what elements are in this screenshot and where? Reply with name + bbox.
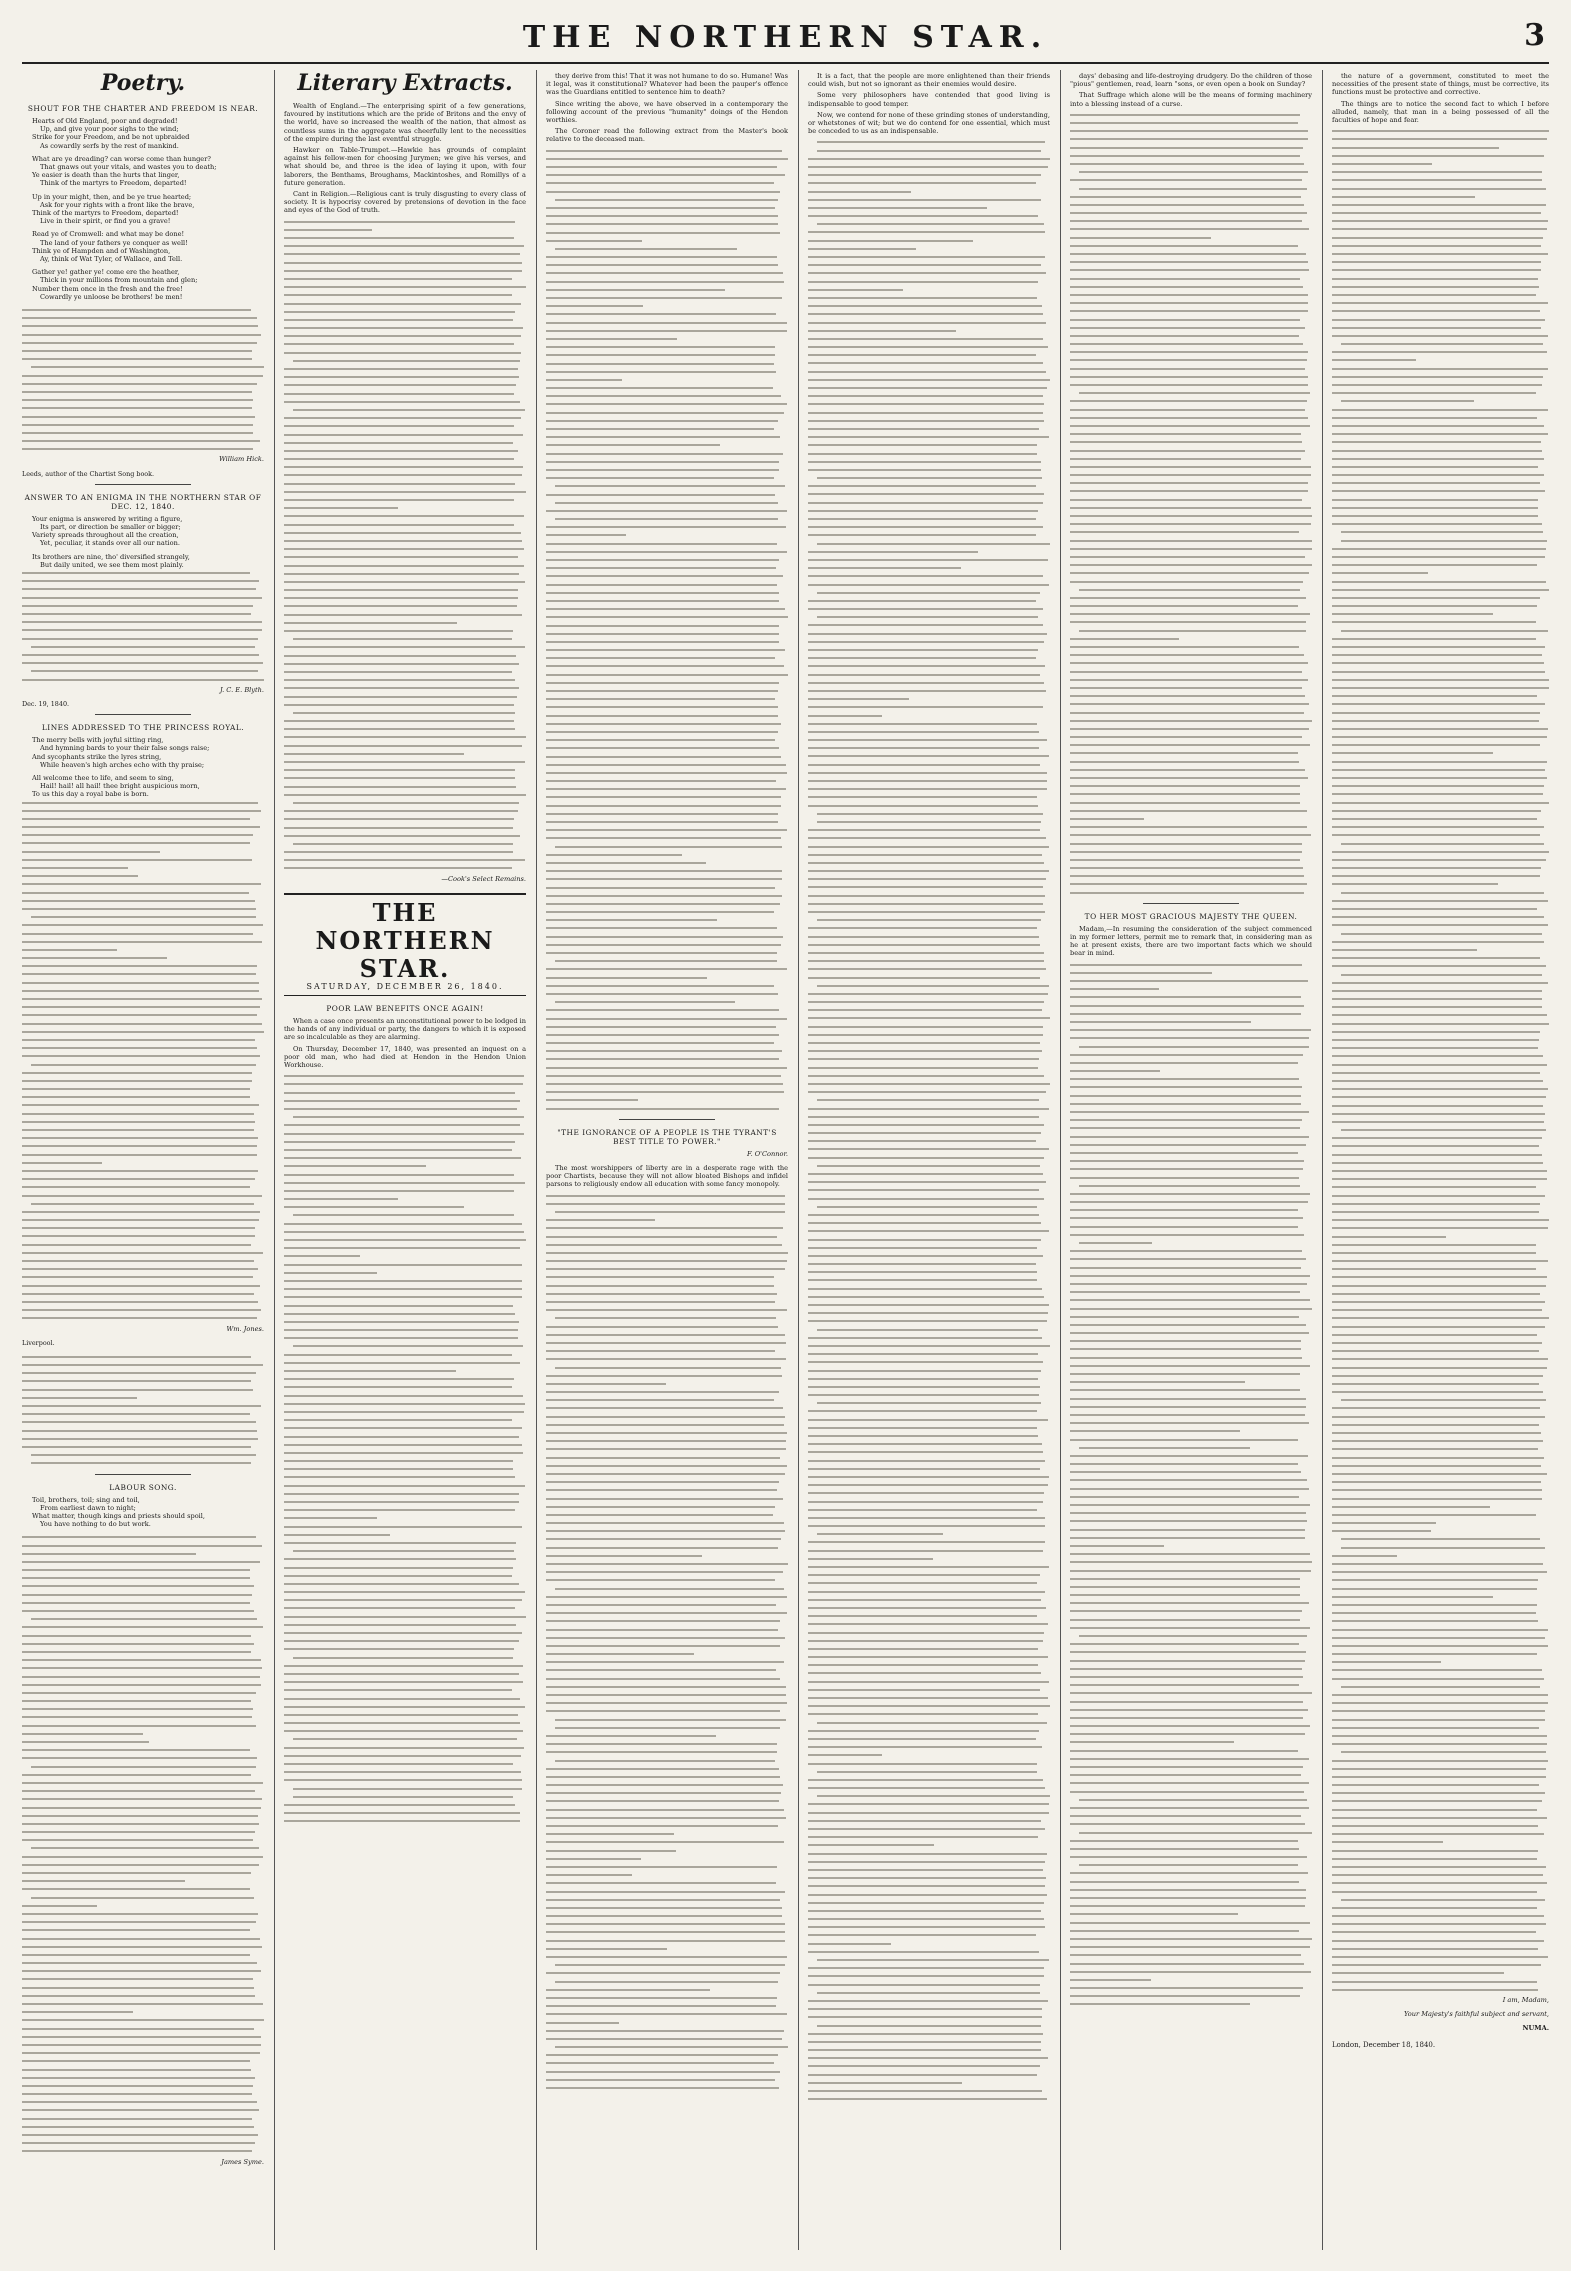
- paragraph: When a case once presents an unconstitutional power to be lodged in the hands of any individual or party, the dangers to which it is exposed are so incalculable as they are alarming.: [284, 1017, 526, 1042]
- poor-law-body: [284, 1017, 526, 1069]
- poem-line: All welcome thee to life, and seem to sing,: [32, 773, 174, 782]
- masthead: [22, 18, 1549, 64]
- poem-line: And sycophants strike the lyres string,: [32, 752, 162, 761]
- paragraph: Cant in Religion.—Religious cant is truly disgusting to every class of society. It is hypocrisy covered by pretensions of devotion in the face and eyes of the God of truth.: [284, 190, 526, 215]
- literary-credit: —Cook's Select Remains.: [441, 874, 526, 883]
- literary-heading: Literary Extracts.: [297, 70, 513, 96]
- paragraph: they derive from this! That it was not humane to do so. Humane! Was it legal, was it constitutional? Whatever had been the pauper's offence was the Guardians entitled to sentence him to death?: [546, 72, 788, 97]
- letter-closing-2: Your Majesty's faithful subject and servant,: [1403, 2010, 1549, 2019]
- paragraph: The things are to notice the second fact to which I before alluded, namely, that man in a being possessed of all the faculties of hope and fear.: [1332, 99, 1549, 125]
- letter-closing: I am, Madam,: [1502, 1995, 1549, 2004]
- tyranny-signature: F. O'Connor.: [747, 1149, 788, 1158]
- enigma-signature: J. C. E. Blyth.: [219, 685, 264, 694]
- paragraph: Wealth of England.—The enterprising spirit of a few generations, favoured by institutions which are the pride of Britons and the envy of the world, have so increased the wealth of the nation, that almost as countless sums in the aggregate was cheerfully lent to the necessities of the empire during the last eventful struggle.: [284, 102, 526, 143]
- column-5: [1070, 70, 1312, 2250]
- editorial-title: THE NORTHERN STAR.: [315, 897, 495, 983]
- poem-line: Read ye of Cromwell: and what may be done!: [32, 230, 185, 239]
- letter-signature: NUMA.: [1522, 2024, 1549, 2033]
- column-5-body: [1070, 72, 1312, 108]
- paragraph: Hawker on Table-Trumpet.—Hawkie has grounds of complaint against his fellow-men for choosing Jurymen; we give his verses, and what should be, and three is the idea of laying it upon, with four laborers, the Benthams, Broughams, Mackintoshes, and Romillys of a future generation.: [284, 146, 526, 187]
- poem-body: [22, 117, 264, 306]
- enigma-title: ANSWER TO AN ENIGMA IN THE NORTHERN STAR OF DEC. 12, 1840.: [24, 492, 262, 511]
- paragraph: Since writing the above, we have observed in a contemporary the following account of the previous "humanity" doings of the Hendon worthies.: [546, 99, 788, 125]
- poem-title: SHOUT FOR THE CHARTER AND FREEDOM IS NEAR.: [27, 104, 259, 113]
- labour-body: [22, 1496, 264, 1534]
- column-3: [546, 70, 788, 2250]
- poem-line: Toil, brothers, toil; sing and toil,: [32, 1495, 140, 1504]
- poem-line: And hymning bards to your their false songs raise;: [40, 744, 210, 753]
- princess-body: [22, 736, 264, 798]
- masthead-title: THE NORTHERN STAR.: [522, 20, 1049, 55]
- poem-line: What matter, though kings and priests should spoil,: [32, 1511, 205, 1520]
- editorial-date: SATURDAY, DECEMBER 26, 1840.: [306, 981, 504, 991]
- paragraph: On Thursday, December 17, 1840, was presented an inquest on a poor old man, who had died at Hendon in the Hendon Union Workhouse.: [284, 1044, 526, 1070]
- page-number: 3: [1524, 18, 1545, 53]
- queen-letter-heading: TO HER MOST GRACIOUS MAJESTY THE QUEEN.: [1084, 911, 1298, 921]
- poem-line: Up in your might, then, and be ye true hearted;: [32, 192, 192, 201]
- tyranny-body: [546, 1164, 788, 1189]
- poem-line: To us this day a royal babe is born.: [32, 790, 149, 799]
- poem-line: While heaven's high arches echo with thy praise;: [40, 760, 205, 769]
- paragraph: the nature of a government, constituted to meet the necessities of the present state of things, must be corrective, its functions must be protective and corrective.: [1332, 72, 1549, 97]
- poem-line: Up, and give your poor sighs to the wind;: [40, 125, 179, 134]
- princess-title: LINES ADDRESSED TO THE PRINCESS ROYAL.: [41, 723, 245, 733]
- poem-note: Leeds, author of the Chartist Song book.: [22, 469, 155, 478]
- enigma-date: Dec. 19, 1840.: [22, 699, 70, 708]
- poem-line: Think of the martyrs to Freedom, departed!: [40, 179, 187, 188]
- poem-line: As cowardly serfs by the rest of mankind.: [40, 141, 179, 150]
- poor-law-heading: POOR LAW BENEFITS ONCE AGAIN!: [326, 1004, 484, 1014]
- column-4-body: [808, 72, 1050, 135]
- poem-line: But daily united, we see them most plainly.: [40, 560, 184, 569]
- newspaper-page: [22, 18, 1549, 2253]
- editorial-masthead: [284, 893, 526, 996]
- poem-line: The land of your fathers ye conquer as well!: [40, 238, 188, 247]
- poem-line: The merry bells with joyful sitting ring,: [32, 736, 164, 745]
- letter-place-date: London, December 18, 1840.: [1332, 2040, 1436, 2049]
- paragraph: Some very philosophers have contended that good living is indispensable to good temper.: [808, 91, 1050, 108]
- poem-line: Ye easier is death than the hurts that linger,: [32, 171, 180, 180]
- poem-line: Variety spreads throughout all the creation,: [32, 531, 179, 540]
- poetry-heading: Poetry.: [100, 70, 186, 96]
- poem-line: Thick in your millions from mountain and glen;: [40, 276, 198, 285]
- columns: [22, 70, 1549, 2250]
- poem-line: You have nothing to do but work.: [40, 1520, 151, 1529]
- poem-line: Ay, think of Wat Tyler, of Wallace, and Tell.: [40, 255, 183, 264]
- princess-signature: Wm. Jones.: [226, 1324, 264, 1333]
- poem-line: Its part, or direction be smaller or bigger;: [40, 523, 181, 532]
- paragraph: That Suffrage which alone will be the means of forming machinery into a blessing instead of a curse.: [1070, 91, 1312, 108]
- poem-line: Yet, peculiar, it stands over all our nation.: [40, 539, 180, 548]
- poem-line: Live in their spirit, or find you a grave!: [40, 217, 171, 226]
- paragraph: days' debasing and life-destroying drudgery. Do the children of those "pious" gentlemen, read, learn "sons, or even open a book on Sunday?: [1070, 72, 1312, 89]
- enigma-body: [22, 515, 264, 569]
- column-1: [22, 70, 264, 2250]
- column-4: [808, 70, 1050, 2250]
- column-3-body: [546, 72, 788, 144]
- column-6-body: [1332, 72, 1549, 124]
- poem-signature: William Hick.: [218, 455, 264, 464]
- paragraph: Now, we contend for none of these grinding stones of understanding, or whetstones of wit; but we do contend for one essential, which must be conceded to us as an indispensable.: [808, 110, 1050, 136]
- poem-line: Hearts of Old England, poor and degraded!: [32, 117, 178, 125]
- literary-body: [284, 102, 526, 215]
- queen-letter-body: [1070, 925, 1312, 958]
- poem-line: Number them once in the fresh and the free!: [32, 284, 183, 293]
- poem-line: Ask for your rights with a front like the brave,: [40, 200, 195, 209]
- poem-line: What are ye dreading? can worse come than hunger?: [32, 154, 211, 163]
- poem-line: Hail! hail! all hail! thee bright auspicious morn,: [40, 782, 200, 791]
- poem-line: Think of the martyrs to Freedom, departed!: [32, 209, 179, 218]
- poem-line: Your enigma is answered by writing a figure,: [32, 514, 183, 523]
- princess-location: Liverpool.: [22, 1338, 55, 1347]
- poem-line: Its brothers are nine, tho' diversified strangely,: [32, 552, 190, 561]
- poem-line: Cowardly ye unloose be brothers! be men!: [40, 292, 183, 301]
- poem-line: That gnaws out your vitals, and wastes you to death;: [40, 163, 217, 172]
- paragraph: The most worshippers of liberty are in a desperate rage with the poor Chartists, because they will not allow bloated Bishops and infidel parsons to religiously endow all education with some fancy monopoly.: [546, 1163, 788, 1189]
- paragraph: Madam,—In resuming the consideration of the subject commenced in my former letters, permit me to remark that, in considering man as he at present exists, there are two important facts which we should bear in mind.: [1070, 924, 1312, 958]
- tyranny-heading: "THE IGNORANCE OF A PEOPLE IS THE TYRANT'S BEST TITLE TO POWER.": [557, 1127, 777, 1146]
- poem-line: Think ye of Hampden and of Washington,: [32, 246, 171, 255]
- paragraph: It is a fact, that the people are more enlightened than their friends could wish, but not so ignorant as their enemies would desire.: [808, 72, 1050, 89]
- column-6: [1332, 70, 1549, 2250]
- labour-signature: James Syme.: [221, 2157, 264, 2166]
- poem-line: Gather ye! gather ye! come ere the heather,: [32, 268, 180, 277]
- poem-line: Strike for your Freedom, and be not upbraided: [32, 133, 190, 142]
- paragraph: The Coroner read the following extract from the Master's book relative to the deceased man.: [546, 127, 788, 144]
- poem-line: From earliest dawn to night;: [40, 1503, 136, 1512]
- labour-title: LABOUR SONG.: [109, 1482, 177, 1492]
- column-2: [284, 70, 526, 2250]
